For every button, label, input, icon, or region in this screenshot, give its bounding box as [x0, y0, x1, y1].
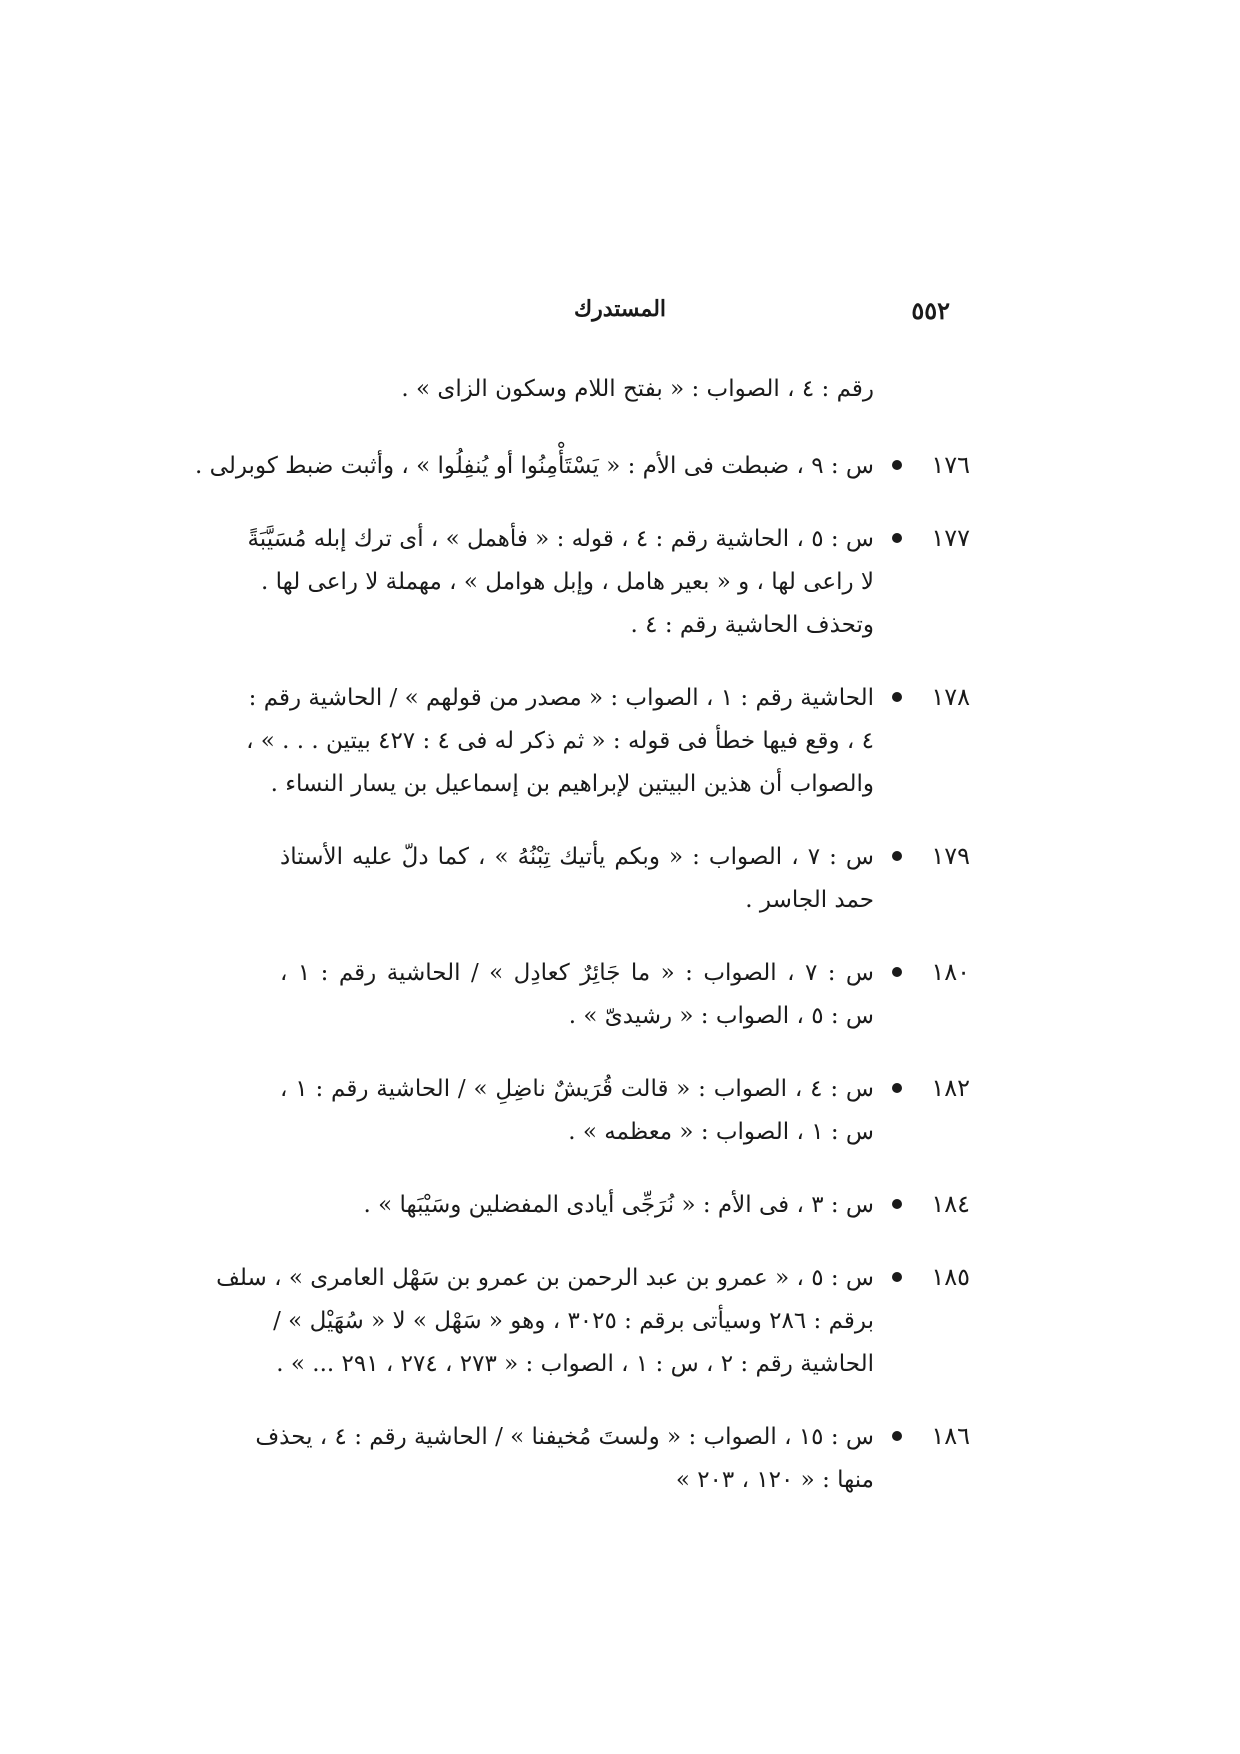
correction-entry [280, 836, 970, 922]
entry-text [255, 1416, 970, 1502]
bullet-icon [892, 851, 902, 861]
page-header [290, 296, 950, 336]
entry-head [874, 836, 970, 876]
entry-number: ١٧٧ [931, 524, 970, 552]
entry-head [874, 952, 970, 992]
entry-line: الحاشية رقم : ١ ، الصواب : « مصدر من قولهم » / الحاشية رقم : [248, 685, 874, 711]
entry-text [280, 1068, 970, 1154]
entry-line: س : ٧ ، الصواب : « وبكم يأتيك تِبْنُهُ » ، كما دلّ عليه الأستاذ [280, 844, 874, 870]
entry-number: ١٧٨ [931, 683, 970, 711]
page-number: ٥٥٢ [911, 296, 950, 325]
entry-head [874, 1416, 970, 1456]
entry-head [874, 677, 970, 717]
entry-head [874, 445, 970, 485]
entry-head [874, 518, 970, 558]
entry-line: س : ١٥ ، الصواب : « ولستَ مُخيفنا » / الحاشية رقم : ٤ ، يحذف [255, 1424, 874, 1450]
entry-head [874, 1184, 970, 1224]
entry-number: ١٨٢ [931, 1074, 970, 1102]
entry-number: ١٨٦ [931, 1422, 970, 1450]
entry-text [216, 1257, 970, 1386]
entry-line: رقم : ٤ ، الصواب : « بفتح اللام وسكون الزاى » . [401, 376, 874, 402]
document-body [195, 368, 970, 1532]
entry-number: ١٨٥ [931, 1263, 970, 1291]
bullet-icon [892, 967, 902, 977]
correction-entry [280, 1068, 970, 1154]
entry-line: س : ١ ، الصواب : « معظمه » . [568, 1119, 874, 1145]
entry-line: ٤ ، وقع فيها خطأ فى قوله : « ثم ذكر له فى ٤ : ٤٢٧ بيتين . . . » ، [246, 728, 874, 754]
bullet-icon [892, 1083, 902, 1093]
bullet-icon [892, 1272, 902, 1282]
bullet-icon [892, 692, 902, 702]
entry-text [280, 1184, 970, 1227]
entry-text [247, 518, 970, 647]
entry-line: س : ٣ ، فى الأم : « نُرَجِّى أيادى المفضلين وسَيْبَها » . [363, 1192, 874, 1218]
entry-line: منها : « ١٢٠ ، ٢٠٣ » [675, 1467, 874, 1493]
entry-line: س : ٥ ، الحاشية رقم : ٤ ، قوله : « فأهمل » ، أى ترك إبله مُسَيَّبَةً [247, 526, 874, 552]
running-title: المستدرك [573, 296, 667, 322]
bullet-icon [892, 1199, 902, 1209]
entry-line: س : ٥ ، الصواب : « رشيدىّ » . [568, 1003, 874, 1029]
entry-line: س : ٤ ، الصواب : « قالت قُرَيشٌ ناضِلِ » / الحاشية رقم : ١ ، [280, 1076, 874, 1102]
correction-entry [216, 1257, 970, 1386]
correction-entry [280, 952, 970, 1038]
correction-entry [247, 518, 970, 647]
entry-number: ١٨٤ [931, 1190, 970, 1218]
entry-line: الحاشية رقم : ٢ ، س : ١ ، الصواب : « ٢٧٣ ، ٢٧٤ ، ٢٩١ ... » . [276, 1351, 874, 1377]
entry-number: ١٧٩ [931, 842, 970, 870]
correction-entry [195, 445, 970, 488]
entry-line: س : ٩ ، ضبطت فى الأم : « يَسْتَأْمِنُوا أو يُنفِلُوا » ، وأثبت ضبط كوبرلى . [195, 453, 874, 479]
entry-line: لا راعى لها ، و « بعير هامل ، وإبل هوامل » ، مهملة لا راعى لها . [261, 569, 874, 595]
correction-entry [246, 677, 970, 806]
entry-line: س : ٧ ، الصواب : « ما جَائِرٌ كعادِل » / الحاشية رقم : ١ ، [280, 960, 875, 986]
entry-line: حمد الجاسر . [745, 887, 874, 913]
entry-line: والصواب أن هذين البيتين لإبراهيم بن إسماعيل بن يسار النساء . [270, 771, 874, 797]
entry-number: ١٨٠ [931, 958, 970, 986]
bullet-icon [892, 533, 902, 543]
entry-line: برقم : ٢٨٦ وسيأتى برقم : ٣٠٢٥ ، وهو « سَهْل » لا « سُهَيْل » / [273, 1308, 874, 1334]
entry-text [195, 445, 970, 488]
correction-entry [255, 1416, 970, 1502]
entry-head [874, 1068, 970, 1108]
entry-text [246, 677, 970, 806]
entry-number: ١٧٦ [931, 451, 970, 479]
correction-entry [280, 1184, 970, 1227]
entry-line: س : ٥ ، « عمرو بن عبد الرحمن بن عمرو بن سَهْل العامرى » ، سلف [216, 1265, 874, 1291]
entry-text [280, 952, 970, 1038]
entry-line: وتحذف الحاشية رقم : ٤ . [630, 612, 874, 638]
bullet-icon [892, 1431, 902, 1441]
entry-head [874, 1257, 970, 1297]
bullet-icon [892, 460, 902, 470]
continuation-entry [280, 368, 970, 411]
entry-text [280, 836, 970, 922]
